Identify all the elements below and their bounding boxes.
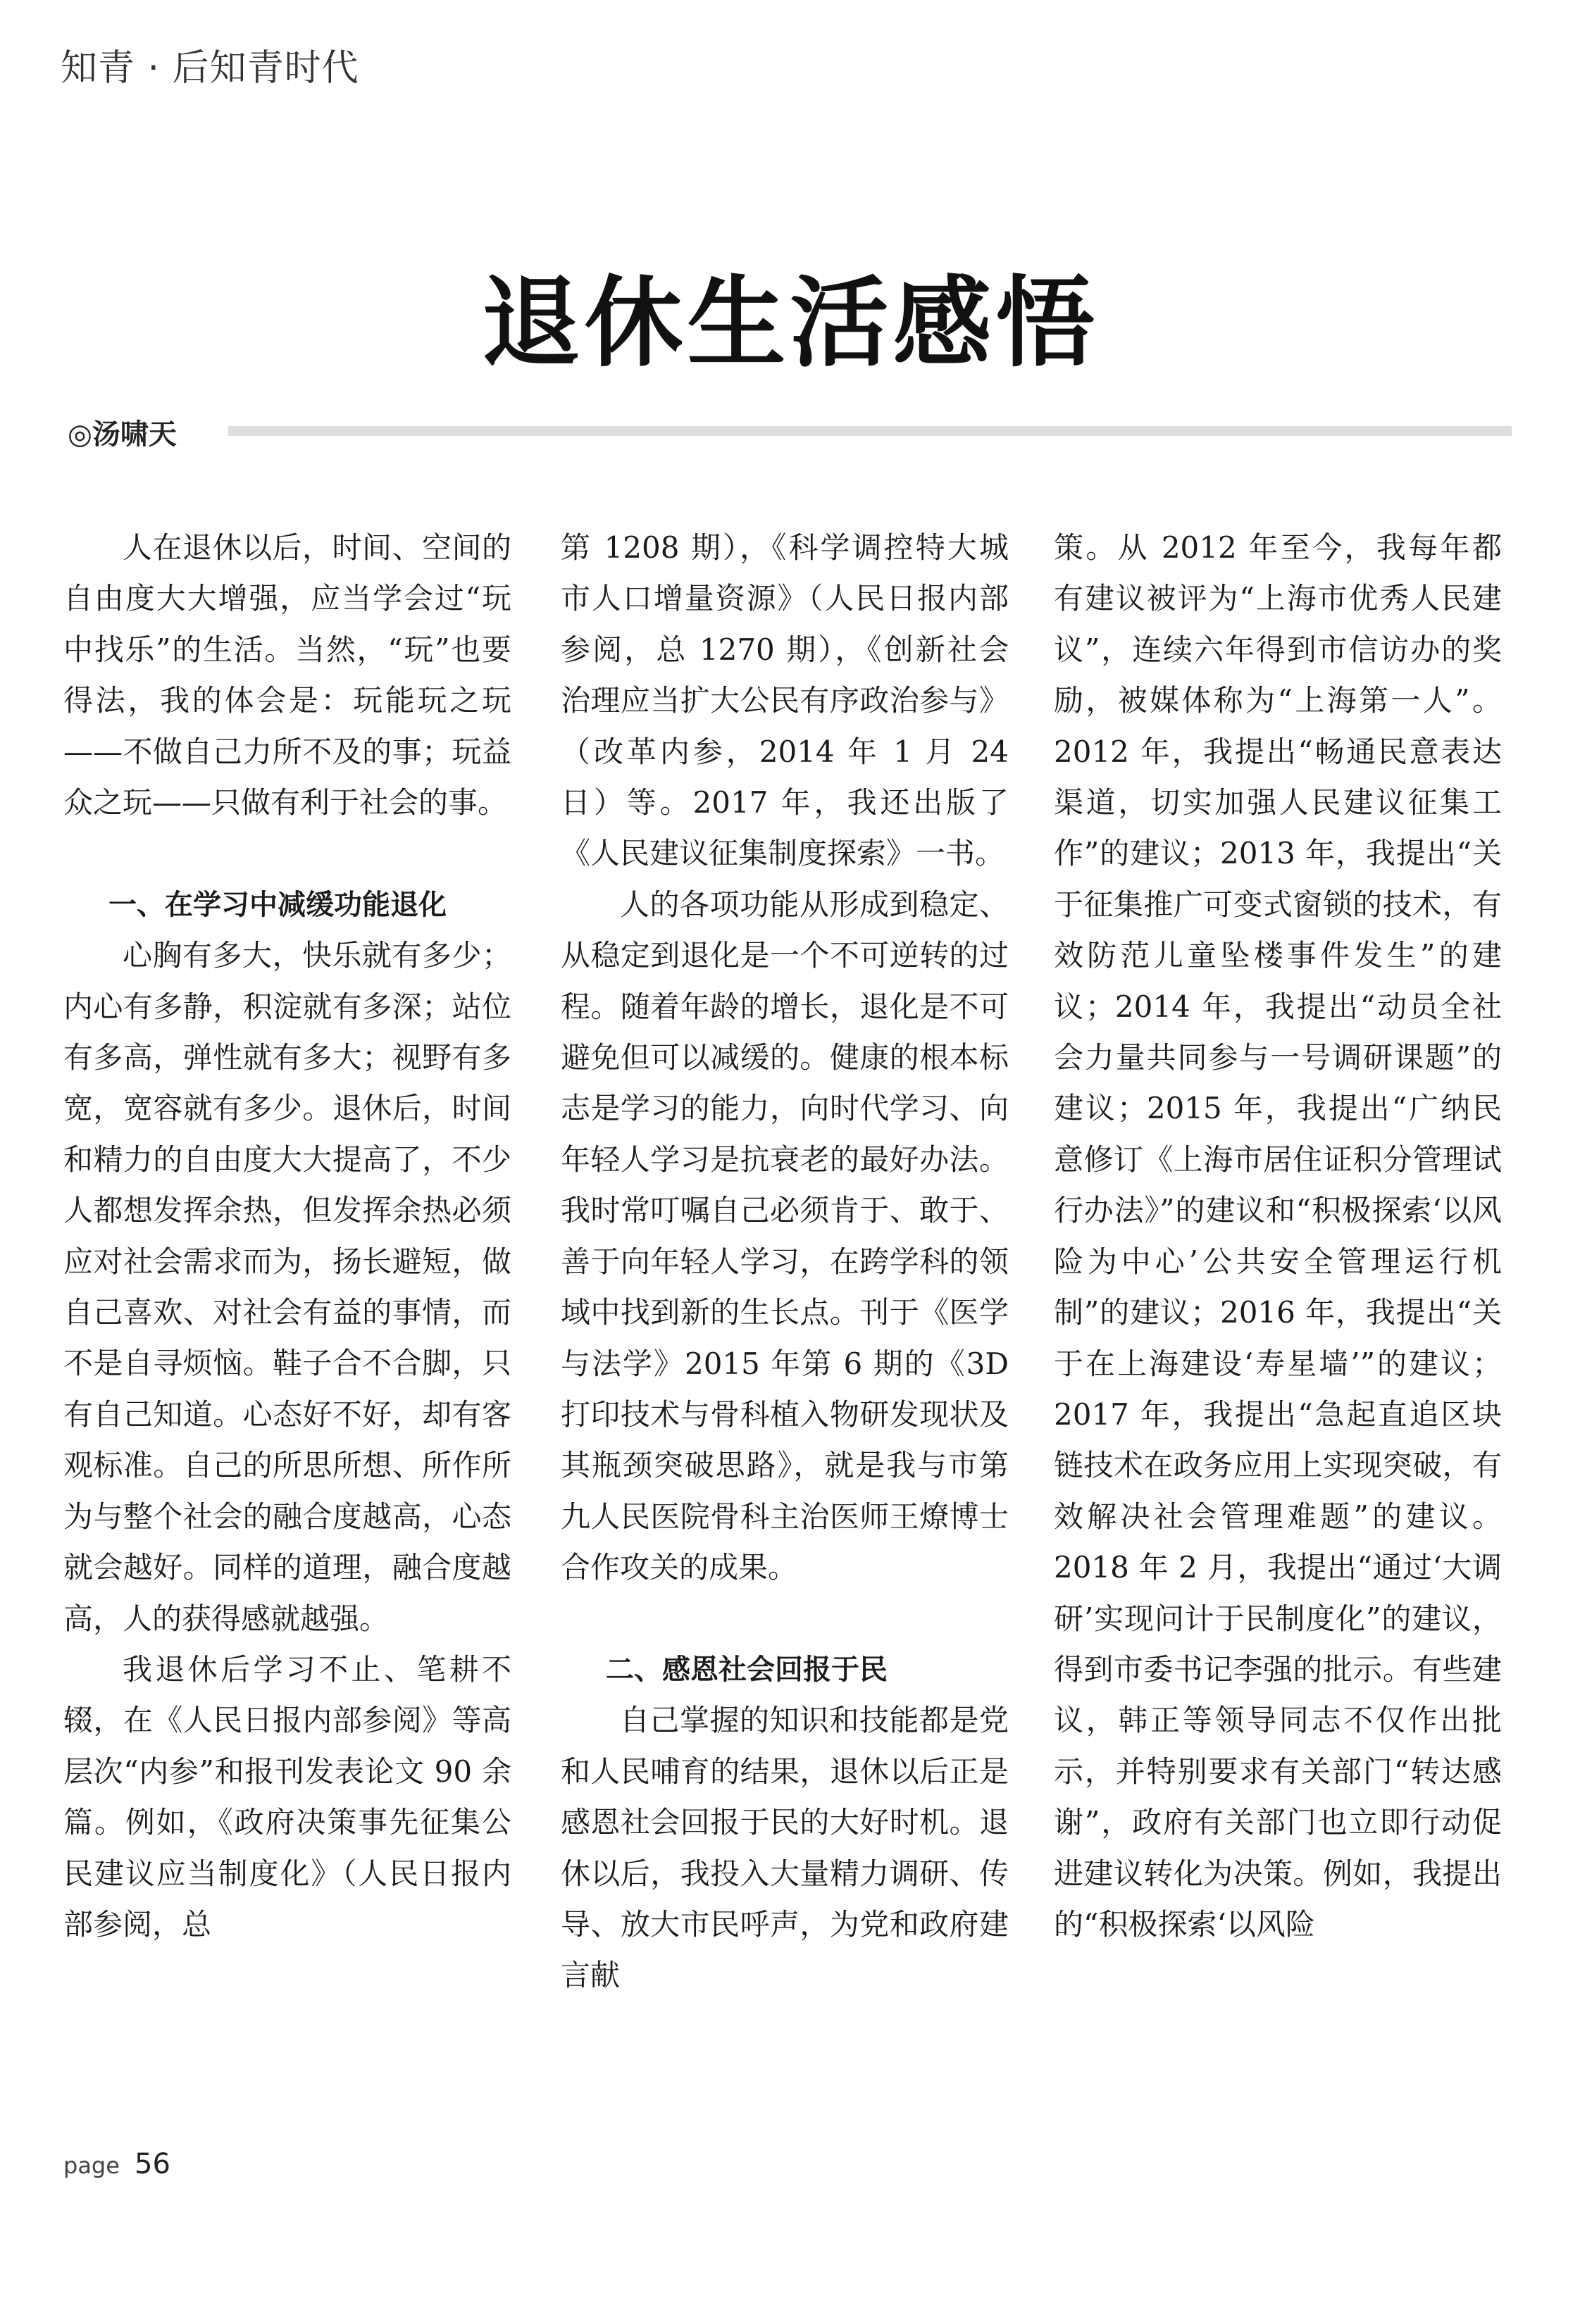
paragraph-continued: 策。从 2012 年至今，我每年都有建议被评为“上海市优秀人民建议”，连续六年得到市信访办的奖励，被媒体称为“上海第一人”。2012 年，我提出“畅通民意表达渠道，切实加强人民建议征集工作”的建议；2013 年，我提出“关于征集推广可变式窗锁的技术，有效防范儿童坠楼事件发生”的建议；2014 年，我提出“动员全社会力量共同参与一号调研课题”的建议；2015 年，我提出“广纳民意修订《上海市居住证积分管理试行办法》”的建议和“积极探索‘以风险为中心’公共安全管理运行机制”的建议；2016 年，我提出“关于在上海建设‘寿星墙’”的建议；2017 年，我提出“急起直追区块链技术在政务应用上实现突破，有效解决社会管理难题”的建议。2018 年 2 月，我提出“通过‘大调研’实现问计于民制度化”的建议，得到市委书记李强的批示。有些建议，韩正等领导同志不仅作出批示，并特别要求有关部门“转达感谢”，政府有关部门也立即行动促进建议转化为决策。例如，我提出的“积极探索‘以风险 — [1054, 530, 1502, 1942]
title-divider — [228, 426, 1512, 436]
page-number: 56 — [135, 2148, 170, 2180]
article-title: 退休生活感悟 — [481, 266, 1099, 381]
section-header: 知青 · 后知青时代 — [61, 47, 359, 89]
paragraph: 人的各项功能从形成到稳定、从稳定到退化是一个不可逆转的过程。随着年龄的增长，退化是不可避免但可以减缓的。健康的根本标志是学习的能力，向时代学习、向年轻人学习是抗衰老的最好办法。我时常叮嘱自己必须肯于、敢于、善于向年轻人学习，在跨学科的领域中找到新的生长点。刊于《医学与法学》2015 年第 6 期的《3D 打印技术与骨科植入物研发现状及其瓶颈突破思路》，就是我与市第九人民医院骨科主治医师王燎博士合作攻关的成果。 — [561, 887, 1009, 1585]
page-label: page — [63, 2152, 120, 2179]
text-column-1 — [63, 523, 511, 1950]
text-column-2 — [561, 523, 1009, 2001]
section-heading-2: 二、感恩社会回报于民 — [606, 1653, 888, 1686]
paragraph: 人在退休以后，时间、空间的自由度大大增强，应当学会过“玩中找乐”的生活。当然，“玩”也要得法，我的体会是：玩能玩之玩——不做自己力所不及的事；玩益众之玩——只做有利于社会的事。 — [63, 530, 511, 820]
paragraph: 自己掌握的知识和技能都是党和人民哺育的结果，退休以后正是感恩社会回报于民的大好时机。退休以后，我投入大量精力调研、传导、放大市民呼声，为党和政府建言献 — [561, 1703, 1009, 1993]
section-heading-1: 一、在学习中减缓功能退化 — [108, 888, 447, 921]
text-column-3 — [1054, 523, 1502, 1950]
paragraph-continued: 第 1208 期），《科学调控特大城市人口增量资源》（人民日报内部参阅，总 1270 期），《创新社会治理应当扩大公民有序政治参与》（改革内参，2014 年 1 月 24 日）等。2017 年，我还出版了《人民建议征集制度探索》一书。 — [561, 530, 1009, 871]
paragraph: 我退休后学习不止、笔耕不辍，在《人民日报内部参阅》等高层次“内参”和报刊发表论文 90 余篇。例如，《政府决策事先征集公民建议应当制度化》（人民日报内部参阅，总 — [63, 1651, 511, 1942]
page-footer — [63, 2148, 170, 2180]
author-byline: ◎汤啸天 — [68, 418, 177, 451]
paragraph: 心胸有多大，快乐就有多少；内心有多静，积淀就有多深；站位有多高，弹性就有多大；视野有多宽，宽容就有多少。退休后，时间和精力的自由度大大提高了，不少人都想发挥余热，但发挥余热必须应对社会需求而为，扬长避短，做自己喜欢、对社会有益的事情，而不是自寻烦恼。鞋子合不合脚，只有自己知道。心态好不好，却有客观标准。自己的所思所想、所作所为与整个社会的融合度越高，心态就会越好。同样的道理，融合度越高，人的获得感就越强。 — [63, 938, 511, 1636]
